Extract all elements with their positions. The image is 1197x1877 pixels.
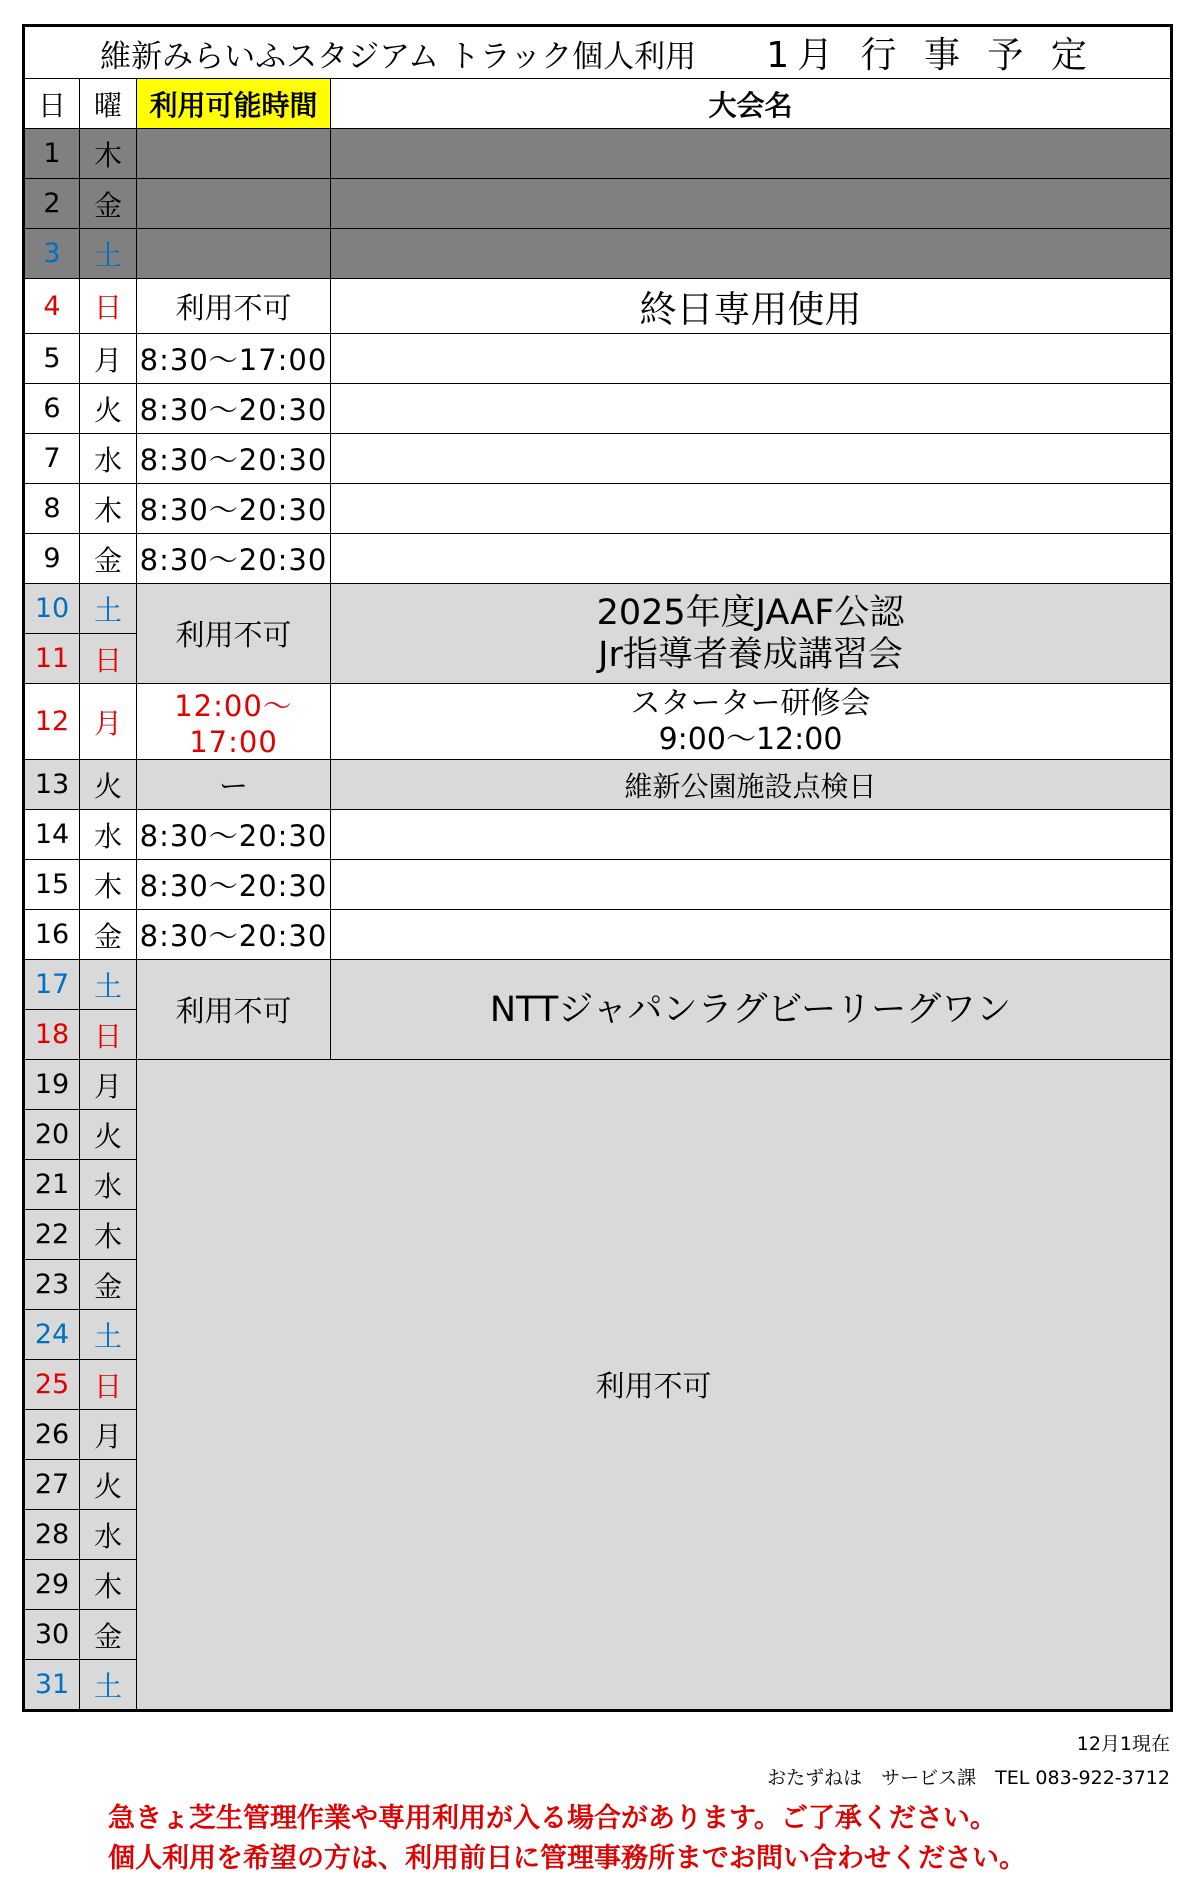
event-cell: 終日専用使用 bbox=[331, 279, 1172, 334]
as-of-date: 12月1現在 bbox=[1076, 1733, 1170, 1755]
weekday-cell: 月 bbox=[80, 334, 137, 384]
schedule-table bbox=[22, 24, 1173, 1712]
time-cell bbox=[137, 179, 331, 229]
weekday-cell: 木 bbox=[80, 484, 137, 534]
weekday-cell: 月 bbox=[80, 684, 137, 760]
time-cell: 利用不可 bbox=[137, 960, 331, 1060]
event-line: 9:00〜12:00 bbox=[658, 721, 843, 757]
day-cell: 14 bbox=[24, 810, 80, 860]
day-cell: 18 bbox=[24, 1010, 80, 1060]
day-cell: 6 bbox=[24, 384, 80, 434]
event-cell bbox=[331, 910, 1172, 960]
event-cell bbox=[331, 484, 1172, 534]
day-cell: 19 bbox=[24, 1060, 80, 1110]
day-cell: 25 bbox=[24, 1360, 80, 1410]
table-row bbox=[24, 279, 1172, 334]
weekday-cell: 金 bbox=[80, 1260, 137, 1310]
weekday-cell: 月 bbox=[80, 1060, 137, 1110]
time-cell: 8:30〜20:30 bbox=[137, 534, 331, 584]
table-row bbox=[24, 860, 1172, 910]
day-cell: 7 bbox=[24, 434, 80, 484]
event-cell bbox=[331, 684, 1172, 760]
day-cell: 16 bbox=[24, 910, 80, 960]
table-row bbox=[24, 434, 1172, 484]
day-cell: 13 bbox=[24, 760, 80, 810]
table-row bbox=[24, 384, 1172, 434]
day-cell: 24 bbox=[24, 1310, 80, 1360]
weekday-cell: 金 bbox=[80, 534, 137, 584]
weekday-cell: 日 bbox=[80, 1010, 137, 1060]
weekday-cell: 火 bbox=[80, 1110, 137, 1160]
weekday-cell: 土 bbox=[80, 960, 137, 1010]
time-cell: ー bbox=[137, 760, 331, 810]
weekday-cell: 木 bbox=[80, 1210, 137, 1260]
weekday-cell: 火 bbox=[80, 1460, 137, 1510]
time-cell bbox=[137, 229, 331, 279]
day-cell: 30 bbox=[24, 1610, 80, 1660]
event-line: スターター研修会 bbox=[630, 685, 871, 721]
table-row bbox=[24, 810, 1172, 860]
weekday-cell: 水 bbox=[80, 1510, 137, 1560]
event-cell: NTTジャパンラグビーリーグワン bbox=[331, 960, 1172, 1060]
table-row bbox=[24, 960, 1172, 1010]
weekday-cell: 土 bbox=[80, 1660, 137, 1711]
event-line: Jr指導者養成講習会 bbox=[598, 634, 903, 675]
event-cell bbox=[331, 129, 1172, 179]
closed-block: 利用不可 bbox=[137, 1060, 1172, 1711]
day-cell: 8 bbox=[24, 484, 80, 534]
time-cell: 8:30〜20:30 bbox=[137, 910, 331, 960]
day-cell: 17 bbox=[24, 960, 80, 1010]
table-row bbox=[24, 1060, 1172, 1110]
time-cell: 8:30〜20:30 bbox=[137, 810, 331, 860]
day-cell: 3 bbox=[24, 229, 80, 279]
day-cell: 1 bbox=[24, 129, 80, 179]
table-row bbox=[24, 534, 1172, 584]
day-cell: 21 bbox=[24, 1160, 80, 1210]
weekday-cell: 土 bbox=[80, 229, 137, 279]
event-cell bbox=[331, 179, 1172, 229]
time-cell: 8:30〜20:30 bbox=[137, 484, 331, 534]
time-cell: 利用不可 bbox=[137, 279, 331, 334]
col-event-name: 大会名 bbox=[331, 79, 1172, 129]
weekday-cell: 土 bbox=[80, 1310, 137, 1360]
weekday-cell: 金 bbox=[80, 910, 137, 960]
time-cell: 8:30〜17:00 bbox=[137, 334, 331, 384]
weekday-cell: 木 bbox=[80, 129, 137, 179]
page-title: 維新みらいふスタジアム トラック個人利用 bbox=[100, 39, 697, 75]
notice-line-1: 急きょ芝生管理作業や専用利用が入る場合があります。ご了承ください。 bbox=[108, 1803, 997, 1834]
time-cell: 12:00〜17:00 bbox=[137, 684, 331, 760]
col-weekday: 曜 bbox=[80, 79, 137, 129]
event-cell: 維新公園施設点検日 bbox=[331, 760, 1172, 810]
event-cell bbox=[331, 584, 1172, 684]
table-row bbox=[24, 334, 1172, 384]
day-cell: 20 bbox=[24, 1110, 80, 1160]
notice-line-2: 個人利用を希望の方は、利用前日に管理事務所までお問い合わせください。 bbox=[108, 1843, 1026, 1874]
weekday-cell: 木 bbox=[80, 860, 137, 910]
event-cell bbox=[331, 534, 1172, 584]
weekday-cell: 火 bbox=[80, 760, 137, 810]
event-line: 2025年度JAAF公認 bbox=[596, 592, 905, 633]
day-cell: 27 bbox=[24, 1460, 80, 1510]
weekday-cell: 水 bbox=[80, 810, 137, 860]
col-day: 日 bbox=[24, 79, 80, 129]
day-cell: 29 bbox=[24, 1560, 80, 1610]
column-header-row bbox=[24, 79, 1172, 129]
weekday-cell: 日 bbox=[80, 279, 137, 334]
table-row bbox=[24, 760, 1172, 810]
time-cell bbox=[137, 129, 331, 179]
weekday-cell: 水 bbox=[80, 1160, 137, 1210]
event-cell bbox=[331, 334, 1172, 384]
col-available-time: 利用可能時間 bbox=[137, 79, 331, 129]
event-cell bbox=[331, 384, 1172, 434]
time-cell: 8:30〜20:30 bbox=[137, 384, 331, 434]
weekday-cell: 月 bbox=[80, 1410, 137, 1460]
contact-info: おたずねは サービス課 TEL 083-922-3712 bbox=[767, 1767, 1170, 1789]
day-cell: 31 bbox=[24, 1660, 80, 1711]
weekday-cell: 金 bbox=[80, 1610, 137, 1660]
event-cell bbox=[331, 434, 1172, 484]
table-row bbox=[24, 684, 1172, 760]
title-cell bbox=[24, 26, 1172, 79]
day-cell: 2 bbox=[24, 179, 80, 229]
table-row bbox=[24, 910, 1172, 960]
day-cell: 15 bbox=[24, 860, 80, 910]
weekday-cell: 日 bbox=[80, 634, 137, 684]
day-cell: 10 bbox=[24, 584, 80, 634]
table-row bbox=[24, 129, 1172, 179]
event-cell bbox=[331, 229, 1172, 279]
day-cell: 28 bbox=[24, 1510, 80, 1560]
day-cell: 23 bbox=[24, 1260, 80, 1310]
day-cell: 26 bbox=[24, 1410, 80, 1460]
weekday-cell: 金 bbox=[80, 179, 137, 229]
day-cell: 11 bbox=[24, 634, 80, 684]
table-row bbox=[24, 484, 1172, 534]
month-label: 1月 行 事 予 定 bbox=[766, 35, 1095, 76]
day-cell: 5 bbox=[24, 334, 80, 384]
table-row bbox=[24, 179, 1172, 229]
weekday-cell: 木 bbox=[80, 1560, 137, 1610]
day-cell: 9 bbox=[24, 534, 80, 584]
time-cell: 利用不可 bbox=[137, 584, 331, 684]
day-cell: 22 bbox=[24, 1210, 80, 1260]
day-cell: 12 bbox=[24, 684, 80, 760]
title-row bbox=[24, 26, 1172, 79]
day-cell: 4 bbox=[24, 279, 80, 334]
time-cell: 8:30〜20:30 bbox=[137, 434, 331, 484]
weekday-cell: 水 bbox=[80, 434, 137, 484]
weekday-cell: 火 bbox=[80, 384, 137, 434]
table-row bbox=[24, 584, 1172, 634]
event-cell bbox=[331, 860, 1172, 910]
weekday-cell: 日 bbox=[80, 1360, 137, 1410]
time-cell: 8:30〜20:30 bbox=[137, 860, 331, 910]
table-row bbox=[24, 229, 1172, 279]
weekday-cell: 土 bbox=[80, 584, 137, 634]
event-cell bbox=[331, 810, 1172, 860]
